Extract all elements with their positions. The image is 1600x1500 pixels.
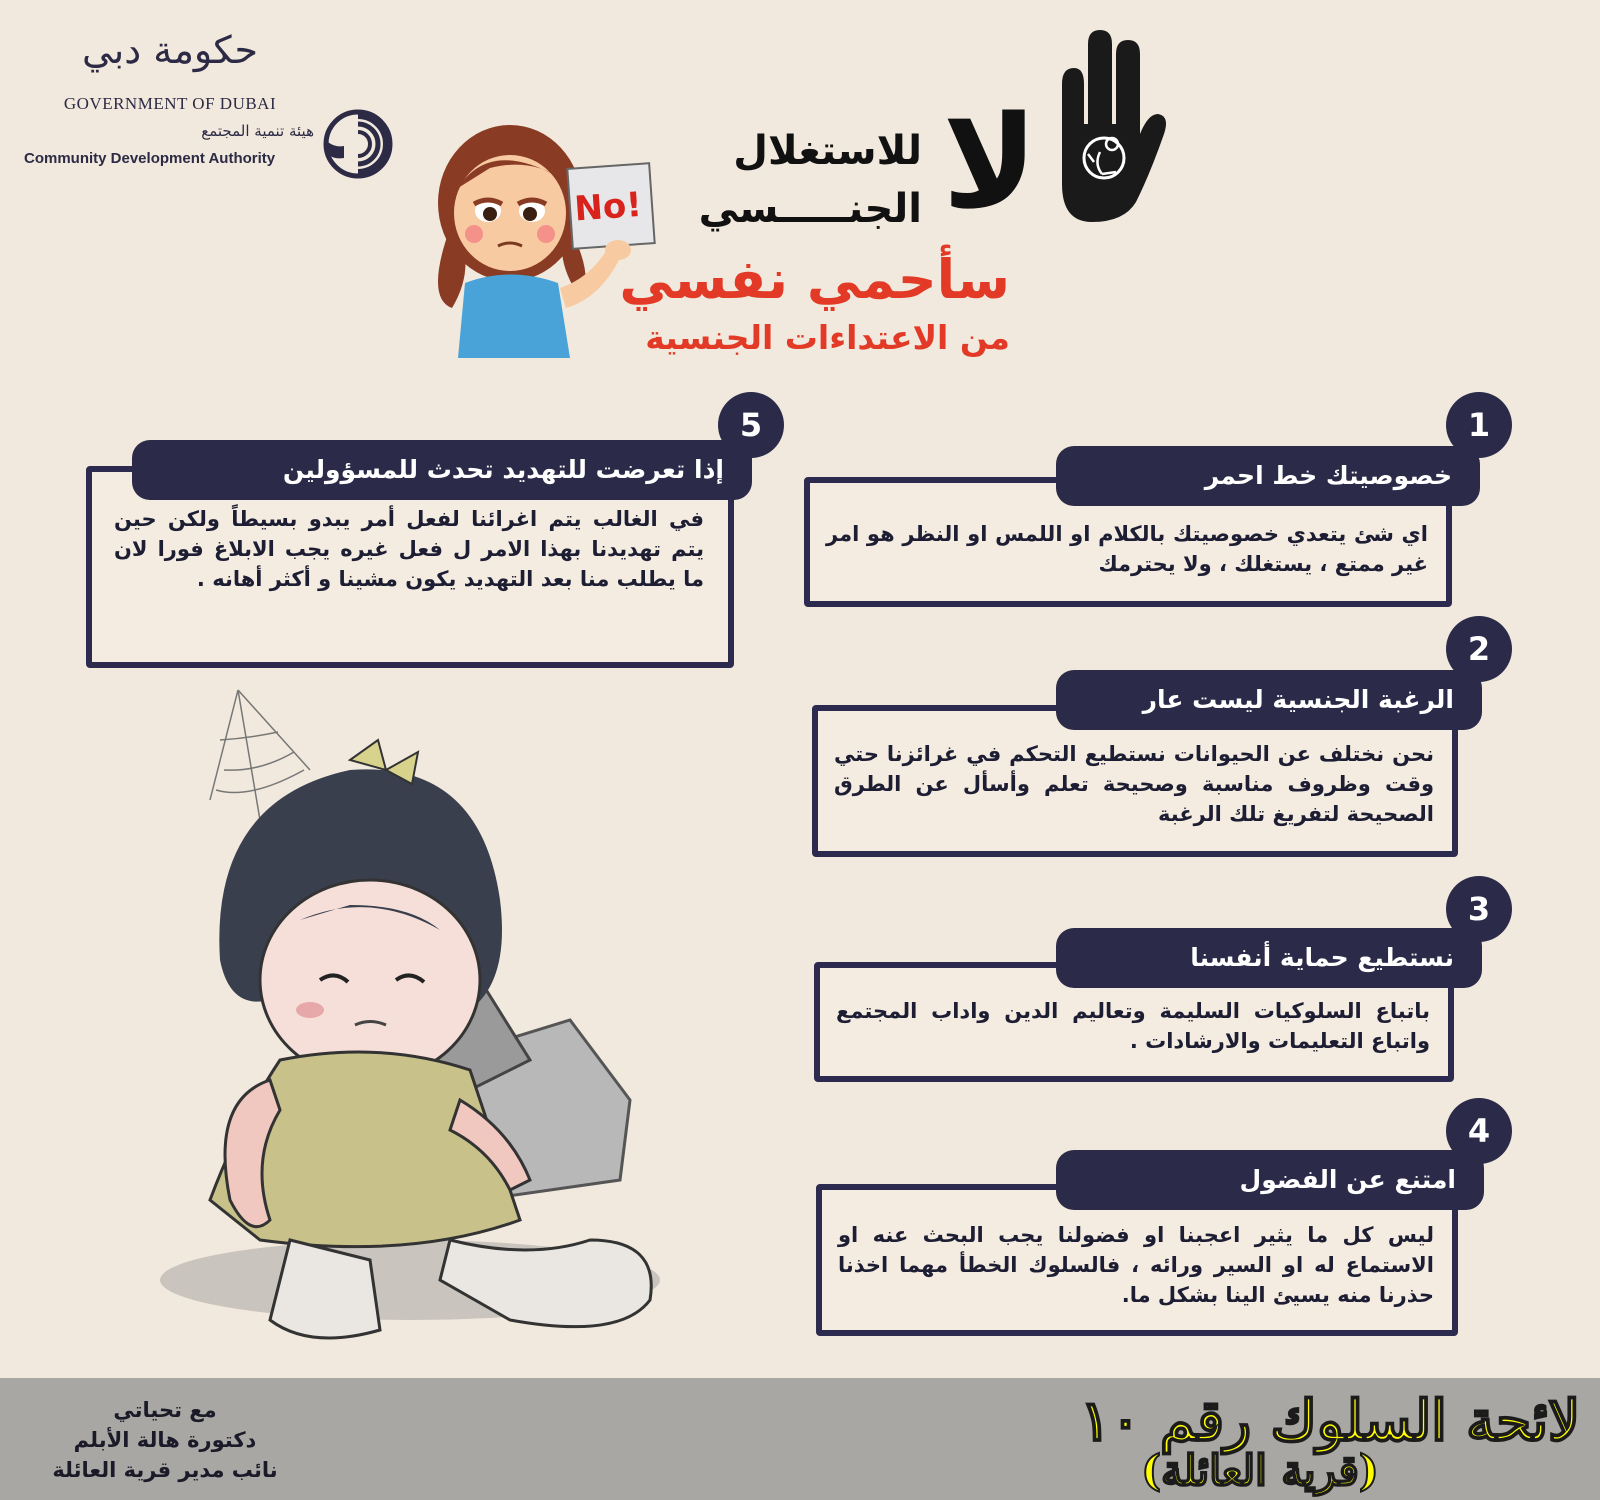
tip-card-1-number: 1 xyxy=(1446,392,1512,458)
tip-card-4-heading: امتنع عن الفضول xyxy=(1056,1150,1484,1210)
footer-behavior-list-title: لائحة السلوك رقم ١٠ xyxy=(1080,1388,1580,1454)
tip-card-5-body: في الغالب يتم اغرائنا لفعل أمر يبدو بسيطاً ولكن حين يتم تهديدنا بهذا الامر ل فعل غيره يجب الابلاغ فورا لان ما يطلب منا بعد التهديد يكون مشينا و أكثر أهانه . xyxy=(114,507,704,591)
sad-girl-illustration xyxy=(150,680,710,1360)
tip-card-3-body: باتباع السلوكيات السليمة وتعاليم الدين واداب المجتمع واتباع التعليمات والارشادات . xyxy=(836,999,1430,1053)
tip-card-5-number: 5 xyxy=(718,392,784,458)
tip-card-2-body: نحن نختلف عن الحيوانات نستطيع التحكم في غرائزنا حتي وقت وظروف مناسبة وصحيحة تعلم وأسأل عن الطرق الصحيحة لتفريغ تلك الرغبة xyxy=(834,742,1434,826)
government-of-dubai-arabic-logo: حكومة دبي xyxy=(81,28,259,72)
tip-card-3-number: 3 xyxy=(1446,876,1512,942)
tip-card-5-heading: إذا تعرضت للتهديد تحدث للمسؤولين xyxy=(132,440,752,500)
subtitle-sexual-assaults: من الاعتداءات الجنسية xyxy=(645,318,1010,357)
footer-behavior-list-subtitle: (قرية العائلة) xyxy=(1141,1446,1379,1495)
tip-card-3-heading: نستطيع حماية أنفسنا xyxy=(1056,928,1482,988)
cda-arabic-label: هيئة تنمية المجتمع xyxy=(201,122,314,140)
cda-logo-icon xyxy=(318,108,396,180)
tip-card-4-number: 4 xyxy=(1446,1098,1512,1164)
tip-card-1-heading: خصوصيتك خط احمر xyxy=(1056,446,1480,506)
footer-author-role: نائب مدير قرية العائلة xyxy=(52,1458,278,1482)
tip-card-1-body: اي شئ يتعدي خصوصيتك بالكلام او اللمس او النظر هو امر غير ممتع ، يستغلك ، ولا يحترمك xyxy=(826,522,1428,576)
big-no-word: لا xyxy=(942,89,1038,238)
title-line-2: الجنـــــسي xyxy=(698,186,922,232)
tip-card-2-number: 2 xyxy=(1446,616,1512,682)
tip-card-4-body: ليس كل ما يثير اعجبنا او فضولنا يجب البحث عنه او الاستماع له او السير ورائه ، فالسلوك الخطأ مهما اخذنا حذرنا منه يسيئ الينا بشكل ما. xyxy=(838,1223,1434,1307)
footer-author-name: دكتورة هالة الأبلم xyxy=(73,1428,257,1452)
footer-greeting: مع تحياتي xyxy=(113,1398,217,1422)
no-sign-text: No! xyxy=(573,184,644,230)
subtitle-protect-myself: سأحمي نفسي xyxy=(619,248,1010,311)
stop-hand-icon xyxy=(1032,24,1172,224)
title-line-1: للاستغلال xyxy=(733,128,922,174)
cda-english-label: Community Development Authority xyxy=(24,150,276,167)
government-of-dubai-label: GOVERNMENT OF DUBAI xyxy=(63,94,277,113)
tip-card-2-heading: الرغبة الجنسية ليست عار xyxy=(1056,670,1482,730)
